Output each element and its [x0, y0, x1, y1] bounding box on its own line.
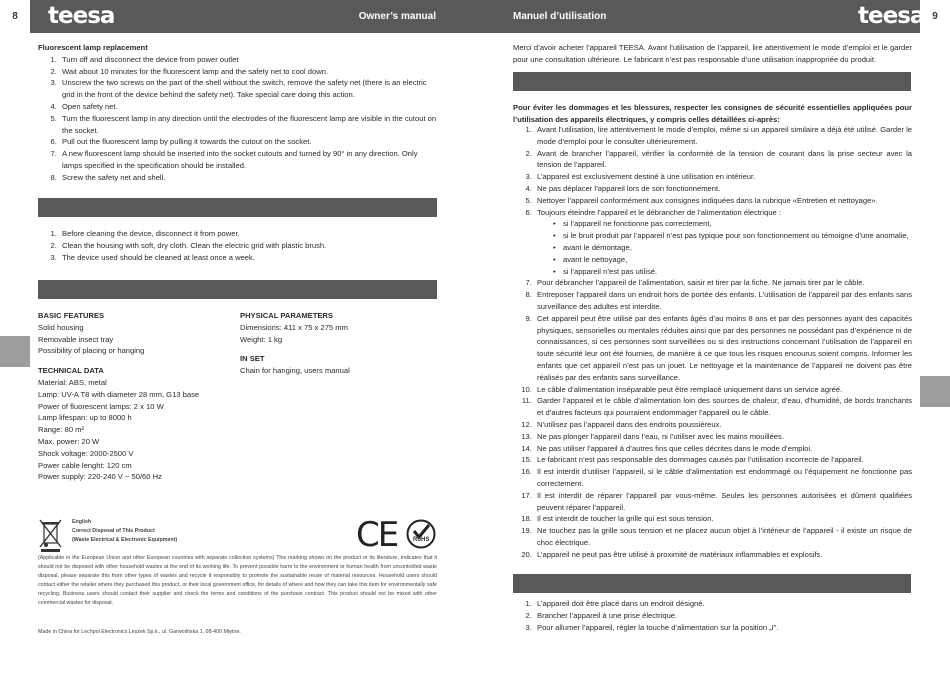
replacement-step: 5. Turn the fluorescent lamp in any direction until the electrodes of the fluorescent lamp are visible in the cutout on the socket. [59, 113, 438, 137]
technical-spec: Power of fluorescent lamps: 2 x 10 W [38, 401, 164, 411]
replacement-step: 3. Unscrew the two screws on the part of the shell without the switch, remove the safety net (there is an electric grid in the front of the device behind the safety net). Take special care doing this action. [59, 77, 438, 101]
safety-rule: 11. Garder l’appareil et le câble d’alimentation loin des sources de chaleur, d’eau, d’humidité, de bords tranchants et d’autres facteurs qui pourraient endommager l’appareil ou le câble. [534, 395, 912, 419]
safety-rules [513, 124, 912, 560]
safety-rule: 20. L’appareil ne peut pas être utilisé à proximité de matériaux inflammables et explosifs. [534, 549, 912, 561]
page-number-left: 8 [0, 0, 30, 33]
basic-features-title: BASIC FEATURES [38, 311, 105, 320]
switch-off-condition: • si l’appareil ne fonctionne pas correctement, [563, 218, 912, 230]
safety-rule: 3. L’appareil est exclusivement destiné à une utilisation en intérieur. [534, 171, 912, 183]
set-item: Chain for hanging, users manual [240, 366, 350, 376]
safety-rule: 9. Cet appareil peut être utilisé par des enfants âgés d’au moins 8 ans et par des personnes ayant des capacités physiques, sensorielles ou mentales réduites ainsi que par des personnes ne possédant pas d’expérience ni de connaissances, si ces personnes sont surveillées ou si des instructions concernant l’utilisation de l’appareil en toute sécurité leur ont été fournies, de manière à ce que tous les risques encourus soient compris. Informer les enfants que cet appareil n’est pas un jouet. Le nettoyage et la maintenance de l’appareil ne doivent pas être réalisés par des enfants sans surveillance. [534, 313, 912, 384]
replacement-step: 2. Wait about 10 minutes for the fluorescent lamp and the safety net to cool down. [59, 66, 438, 78]
usage-step: 2. Brancher l’appareil à une prise électrique. [534, 610, 912, 622]
page-number-right: 9 [920, 0, 950, 33]
switch-off-condition: • si le bruit produit par l’appareil n’est pas typique pour son fonctionnement ou témoigne d’une anomalie, [563, 230, 912, 242]
physical-parameters-title: PHYSICAL PARAMETERS [240, 311, 333, 320]
safety-rule: 5. Nettoyer l’appareil conformément aux consignes indiquées dans la rubrique «Entretien et nettoyage». [534, 195, 912, 207]
weee-bin-icon [38, 518, 64, 552]
intro-text: Merci d’avoir acheter l’appareil TEESA. Avant l’utilisation de l’appareil, lire attentivement le mode d’emploi et le garder pour une consultation ultérieure. Le fabricant n’est pas responsable d’une utilisation inappropriée du produit. [513, 43, 912, 64]
basic-features-list [38, 322, 238, 357]
specs-left-column [38, 310, 238, 483]
replacement-step: 6. Pull out the fluorescent lamp by pulling it towards the cutout on the socket. [59, 136, 438, 148]
technical-spec: Power supply: 220-240 V ~ 50/60 Hz [38, 472, 162, 482]
replacement-step: 1. Turn off and disconnect the device from power outlet [59, 54, 438, 66]
technical-spec: Material: ABS, metal [38, 377, 107, 387]
safety-rule: 13. Ne pas plonger l’appareil dans l’eau, ni l’utiliser avec les mains mouillées. [534, 431, 912, 443]
safety-rule: 8. Entreposer l’appareil dans un endroit hors de portée des enfants. L’utilisation de l’appareil par des enfants sans surveillance des adultes est interdite. [534, 289, 912, 313]
replacement-steps [38, 54, 438, 184]
cleaning-section [38, 228, 438, 263]
basic-feature: Possibility of placing or hanging [38, 346, 145, 356]
side-tab-left [0, 336, 30, 367]
side-tab-right [920, 376, 950, 407]
header-title-left: Owner’s manual [358, 11, 436, 22]
in-set-title: IN SET [240, 354, 265, 364]
safety-rule: 12. N’utilisez pas l’appareil dans des endroits poussiéreux. [534, 419, 912, 431]
usage-steps [513, 598, 912, 633]
safety-rule: 14. Ne pas utiliser l’appareil à d’autres fins que celles décrites dans le mode d’emploi. [534, 443, 912, 455]
safety-rule: 7. Pour débrancher l’appareil de l’alimentation, saisir et tirer par la fiche. Ne jamais tirer par le câble. [534, 277, 912, 289]
page-header [0, 0, 950, 33]
ce-mark-icon: CE [356, 515, 398, 555]
technical-spec: Max. power: 20 W [38, 436, 100, 446]
safety-rule: 16. Il est interdit d’utiliser l’appareil, si le câble d’alimentation est endommagé ou l’équipement ne fonctionne pas correctement. [534, 466, 912, 490]
replacement-step: 4. Open safety net. [59, 101, 438, 113]
cleaning-step: 2. Clean the housing with soft, dry cloth. Clean the electric grid with plastic brush. [59, 240, 438, 252]
replacement-step: 8. Screw the safety net and shell. [59, 172, 438, 184]
technical-spec: Power cable lenght: 120 cm [38, 460, 132, 470]
rohs-label: RoHS [413, 537, 430, 543]
physical-parameters-list [240, 322, 440, 346]
made-in-text: Made in China for Lechpol Electronics Leszek Sp.k., ul. Garwolińska 1, 08-400 Miętne. [38, 629, 241, 635]
replacement-step: 7. A new fluorescent lamp should be inserted into the socket cutouts and turned by 90° in any direction. Only lamps specified in the specification should be installed. [59, 148, 438, 172]
basic-feature: Solid housing [38, 322, 84, 332]
header-title-right: Manuel d’utilisation [513, 11, 607, 22]
safety-rule: 2. Avant de brancher l’appareil, vérifier la conformité de la tension de courant dans la prise secteur avec la tension de l’appareil. [534, 148, 912, 172]
safety-rule: 17. Il est interdit de réparer l’appareil par vous-même. Seules les personnes autorisées et dûment qualifiées peuvent réparer l’appareil. [534, 490, 912, 514]
safety-rule: 18. Il est interdit de toucher la grille qui est sous tension. [534, 513, 912, 525]
basic-feature: Removable insect tray [38, 334, 114, 344]
switch-off-condition: • avant le démontage, [563, 242, 912, 254]
technical-spec: Lamp lifespan: up to 8000 h [38, 413, 132, 423]
section-bar-safety [513, 72, 911, 91]
section-heading: Fluorescent lamp replacement [38, 43, 148, 52]
physical-parameter: Dimensions: 411 x 75 x 275 mm [240, 322, 348, 332]
section-bar-usage [513, 574, 911, 593]
safety-rules-list [513, 124, 912, 218]
safety-rule: 10. Le câble d’alimentation inséparable peut être remplacé uniquement dans un service agréé. [534, 384, 912, 396]
weee-language: English [72, 519, 92, 525]
cleaning-steps [38, 228, 438, 263]
safety-intro: Pour éviter les dommages et les blessures, respecter les consignes de sécurité essentielles appliquées pour l’utilisation des appareils électriques, y compris celles détaillées ci-après: [513, 103, 912, 124]
usage-step: 1. L’appareil doit être placé dans un endroit désigné. [534, 598, 912, 610]
safety-rule: 6. Toujours éteindre l’appareil et le débrancher de l’alimentation électrique : [534, 207, 912, 219]
weee-heading [72, 518, 272, 545]
switch-off-conditions [513, 218, 912, 277]
safety-rules-list-continued [513, 277, 912, 560]
lamp-replacement-section [38, 42, 438, 184]
section-bar-specs [38, 280, 437, 299]
section-bar-cleaning [38, 198, 437, 217]
safety-rule: 15. Le fabricant n’est pas responsable des dommages causés par l’utilisation incorrecte de l’appareil. [534, 454, 912, 466]
safety-rule: 4. Ne pas déplacer l’appareil lors de son fonctionnement. [534, 183, 912, 195]
cleaning-step: 1. Before cleaning the device, disconnect it from power. [59, 228, 438, 240]
weee-subtitle: (Waste Electrical & Electronic Equipment) [72, 537, 178, 543]
switch-off-condition: • avant le nettoyage, [563, 254, 912, 266]
switch-off-condition: • si l’appareil n’est pas utilisé. [563, 266, 912, 278]
physical-parameter: Weight: 1 kg [240, 334, 283, 344]
rohs-icon [406, 519, 436, 549]
safety-rule: 19. Ne touchez pas la grille sous tension et ne placez aucun objet à l’intérieur de l’appareil - il existe un risque de choc électrique. [534, 525, 912, 549]
technical-data-title: TECHNICAL DATA [38, 366, 104, 376]
weee-title: Correct Disposal of This Product [72, 528, 155, 534]
weee-text: (Applicable in the European Union and other European countries with separate collection systems) This marking shown on the product or its literature, indicates that it should not be disposed with other household wastes at the end of its working life. To prevent possible harm to the environment or human health from uncontrolled waste disposal, please separate this from other types of wastes and recycle it responsibly to promote the sustainable reuse of material resources. Household users should contact either the retailer where they purchased this product, or their local government office, for details of where and how they can take this item for environmentally safe recycling. Business users should contact their supplier and check the terms and conditions of the purchase contract. This product should not be mixed with other commercial wastes for disposal. [38, 555, 437, 606]
teesa-logo-right: teesa [858, 3, 925, 29]
technical-spec: Lamp: UV-A T8 with diameter 28 mm, G13 base [38, 389, 200, 399]
technical-spec: Shock voltage: 2000-2500 V [38, 448, 134, 458]
teesa-logo-left: teesa [48, 3, 115, 29]
safety-rule: 1. Avant l’utilisation, lire attentivement le mode d’emploi, même si un appareil similaire a déjà été utilisé. Garder le mode d’emploi pour le consulter ultérieurement. [534, 124, 912, 148]
technical-spec: Range: 80 m² [38, 425, 85, 435]
cleaning-step: 3. The device used should be cleaned at least once a week. [59, 252, 438, 264]
usage-step: 3. Pour allumer l’appareil, régler la touche d’alimentation sur la position „I”. [534, 622, 912, 634]
specs-right-column [240, 310, 440, 377]
usage-section [513, 598, 912, 633]
in-set-list [240, 365, 440, 377]
technical-data-list [38, 377, 238, 483]
